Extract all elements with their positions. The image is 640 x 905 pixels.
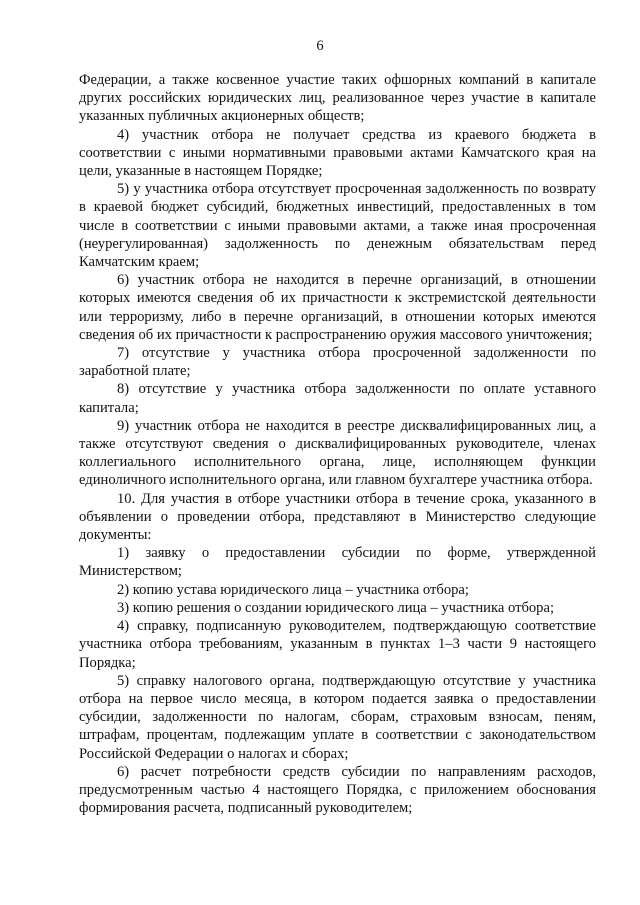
paragraph-item-6: 6) участник отбора не находится в перечне организаций, в отношении которых имеются сведения об их причастности к экстремистской деятельности или терроризму, либо в перечне организаций, в отношении которых имеются сведения об их причастности к распространению оружия массового уничтожения; <box>79 272 596 343</box>
paragraph-item-4: 4) участник отбора не получает средства из краевого бюджета в соответствии с иными нормативными правовыми актами Камчатского края на цели, указанные в настоящем Порядке; <box>79 126 596 180</box>
paragraph-item-5: 5) у участника отбора отсутствует просроченная задолженность по возврату в краевой бюджет субсидий, бюджетных инвестиций, предоставленных в том числе в соответствии с иными правовыми актами, а также иная просроченная (неурегулированная) задолженность по денежным обязательствам перед Камчатским краем; <box>79 181 596 271</box>
paragraph-item-8: 8) отсутствие у участника отбора задолженности по оплате уставного капитала; <box>79 381 596 416</box>
paragraph-doc-6: 6) расчет потребности средств субсидии по направлениям расходов, предусмотренным частью 4 настоящего Порядка, с приложением обоснования формирования расчета, подписанный руководителем; <box>79 763 596 817</box>
paragraph-section-10: 10. Для участия в отборе участники отбора в течение срока, указанного в объявлении о проведении отбора, представляют в Министерство следующие документы: <box>79 490 596 544</box>
page-number: 6 <box>316 38 324 54</box>
paragraph-doc-4: 4) справку, подписанную руководителем, подтверждающую соответствие участника отбора требованиям, указанным в пунктах 1–3 части 9 настоящего Порядка; <box>79 618 596 671</box>
paragraph-doc-5: 5) справку налогового органа, подтверждающую отсутствие у участника отбора на первое число месяца, в котором подается заявка о предоставлении субсидии, задолженности по налогам, сборам, страховым взносам, пеням, штрафам, процентам, подлежащим уплате в соответствии с законодательством Российской Федерации о налогах и сборах; <box>79 672 596 762</box>
paragraph-continuation: Федерации, а также косвенное участие таких офшорных компаний в капитале других российских юридических лиц, реализованное через участие в капитале указанных публичных акционерных обществ; <box>79 72 596 125</box>
paragraph-doc-1: 1) заявку о предоставлении субсидии по форме, утвержденной Министерством; <box>79 545 596 580</box>
paragraph-item-7: 7) отсутствие у участника отбора просроченной задолженности по заработной плате; <box>79 345 596 380</box>
paragraph-doc-3: 3) копию решения о создании юридического лица – участника отбора; <box>117 599 554 616</box>
paragraph-item-9: 9) участник отбора не находится в реестре дисквалифицированных лиц, а также отсутствуют сведения о дисквалифицированных руководителе, членах коллегиального исполнительного органа, лице, исполняющем функции единоличного исполнительного органа, или главном бухгалтере участника отбора. <box>79 417 596 489</box>
document-body <box>79 71 596 817</box>
paragraph-doc-2: 2) копию устава юридического лица – участника отбора; <box>117 581 469 598</box>
